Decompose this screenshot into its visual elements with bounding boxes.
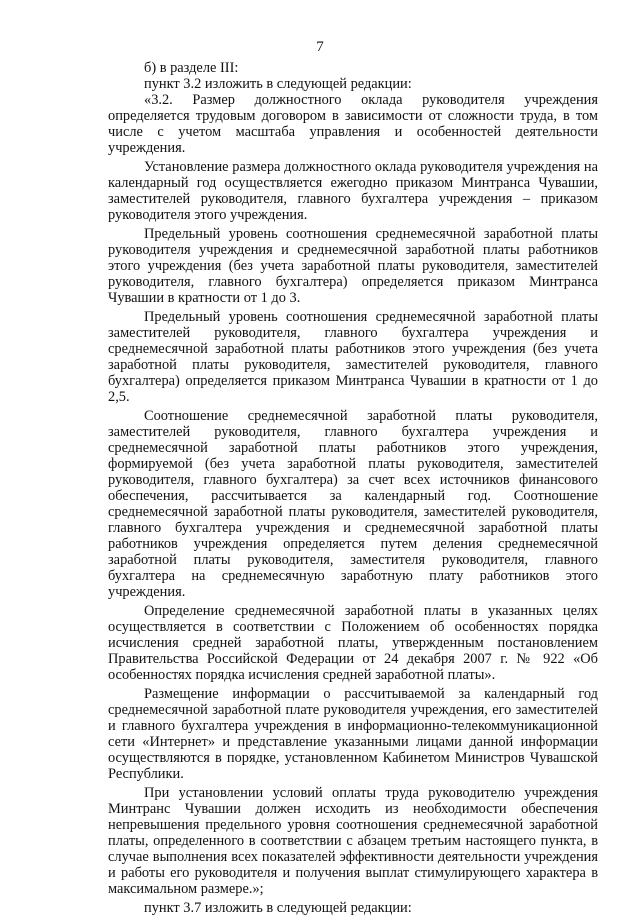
paragraph-ratio-calculation: Соотношение среднемесячной заработной платы руководителя, заместителей руководителя, главного бухгалтера учреждения и среднемесячной заработной платы работников этого учреждения, формируемой (без учета заработной платы руководителя, заместителей руководителя, главного бухгалтера) за счет всех источников финансового обеспечения, рассчитывается за календарный год. Соотношение среднемесячной заработной платы руководителя, заместителей руководителя, главного бухгалтера учреждения и среднемесячной заработной платы работников учреждения определяется путем деления среднемесячной заработной платы руководителя, заместителя руководителя, главного бухгалтера на среднемесячную заработную плату работников этого учреждения. [108,408,598,600]
page-number: 7 [316,39,324,55]
paragraph-clause-3-7-intro: пункт 3.7 изложить в следующей редакции: [144,900,412,916]
paragraph-clause-intro: пункт 3.2 изложить в следующей редакции: [144,76,412,92]
paragraph-salary-setting: Установление размера должностного оклада руководителя учреждения на календарный год осуществляется ежегодно приказом Минтранса Чувашии, заместителей руководителя, главного бухгалтера учреждения – приказом руководителя этого учреждения. [108,159,598,223]
paragraph-pay-conditions: При установлении условий оплаты труда руководителю учреждения Минтранс Чувашии должен исходить из необходимости обеспечения непревышения предельного уровня соотношения среднемесячной заработной платы, определенного в соответствии с абзацем третьим настоящего пункта, в случае выполнения всех показателей эффективности деятельности учреждения и работы его руководителя и получения выплат стимулирующего характера в максимальном размере.»; [108,785,598,897]
paragraph-section-heading: б) в разделе III: [144,60,239,76]
document-body [108,60,598,916]
paragraph-information-publication: Размещение информации о рассчитываемой за календарный год среднемесячной заработной плате руководителя учреждения, его заместителей и главного бухгалтера учреждения в информационно-телекоммуникационной сети «Интернет» и представление указанными лицами данной информации осуществляются в порядке, установленном Кабинетом Министров Чувашской Республики. [108,686,598,782]
paragraph-3-2: «3.2. Размер должностного оклада руководителя учреждения определяется трудовым договором в зависимости от сложности труда, в том числе с учетом масштаба управления и особенностей деятельности учреждения. [108,92,598,156]
paragraph-deputy-ratio: Предельный уровень соотношения среднемесячной заработной платы заместителей руководителя, главного бухгалтера учреждения и среднемесячной заработной платы работников этого учреждения (без учета заработной платы руководителя, заместителей руководителя, главного бухгалтера) определяется приказом Минтранса Чувашии в кратности от 1 до 2,5. [108,309,598,405]
paragraph-average-salary-definition: Определение среднемесячной заработной платы в указанных целях осуществляется в соответствии с Положением об особенностях порядка исчисления средней заработной платы, утвержденным постановлением Правительства Российской Федерации от 24 декабря 2007 г. № 922 «Об особенностях порядка исчисления средней заработной платы». [108,603,598,683]
paragraph-head-ratio: Предельный уровень соотношения среднемесячной заработной платы руководителя учреждения и среднемесячной заработной платы работников этого учреждения (без учета заработной платы руководителя, заместителей руководителя, главного бухгалтера) определяется приказом Минтранса Чувашии в кратности от 1 до 3. [108,226,598,306]
